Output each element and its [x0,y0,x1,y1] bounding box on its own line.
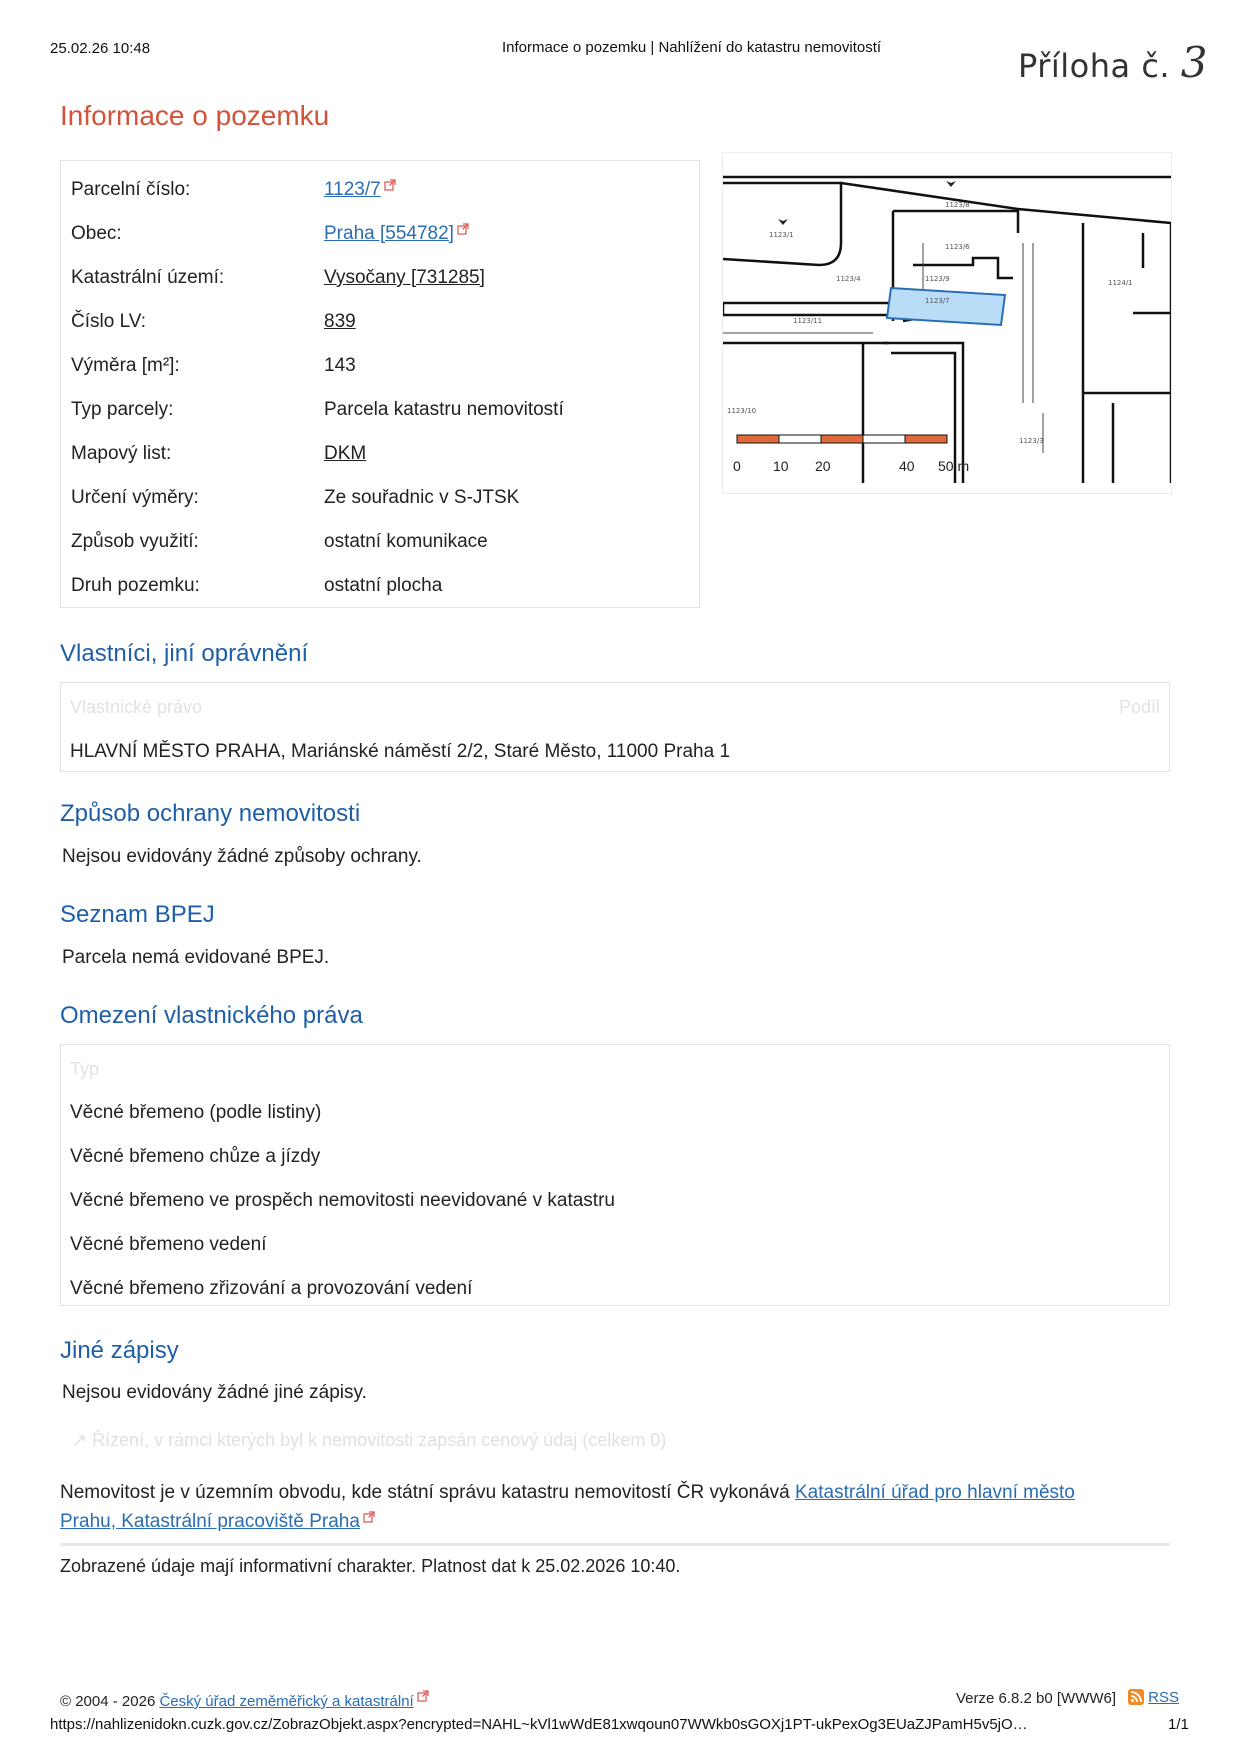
owners-col-header: Vlastnické právo [70,697,203,717]
other-text: Nejsou evidovány žádné jiné zápisy. [62,1382,367,1403]
external-link-icon [384,179,396,191]
info-value: Parcela katastru nemovitostí [324,399,564,420]
external-link-icon [417,1690,429,1702]
scale-label: 50 m [938,458,970,474]
info-value: Ze souřadnic v S-JTSK [324,487,520,508]
info-label: Způsob využití: [71,531,199,552]
office-text: Nemovitost je v územním obvodu, kde státní správu katastru nemovitostí ČR vykonává [60,1482,790,1503]
info-row-cadastral-area [61,255,699,299]
external-link-icon [363,1511,375,1523]
scale-label: 20 [815,458,831,474]
bpej-section-title: Seznam BPEJ [60,901,215,928]
owner-row: HLAVNÍ MĚSTO PRAHA, Mariánské náměstí 2/2, Staré Město, 11000 Praha 1 [70,741,731,762]
map-drawing [723,153,1171,493]
info-label: Číslo LV: [71,311,146,332]
info-label: Výměra [m²]: [71,355,180,376]
map-parcel-label: 1123/10 [727,407,757,415]
info-label: Typ parcely: [71,399,174,420]
print-url: https://nahlizenidokn.cuzk.gov.cz/ZobrazObjekt.aspx?encrypted=NAHL~kVl1wWdE81xwqoun07WWkb0sGOXj1PT-ukPexOg3EUaZJPamH5v5jO… [50,1716,1028,1733]
info-label: Druh pozemku: [71,575,200,596]
map-parcel-label: 1123/6 [945,243,970,251]
stamp-number: 3 [1180,38,1208,87]
cadastral-map[interactable] [722,152,1172,494]
footer-version: Verze 6.8.2 b0 [WWW6] [956,1690,1117,1707]
key-icon: ↗ [72,1430,88,1450]
info-value: 143 [324,355,356,376]
owners-section-title: Vlastníci, jiní oprávnění [60,640,309,667]
protection-text: Nejsou evidovány žádné způsoby ochrany. [62,846,422,867]
owners-share-header: Podíl [1118,697,1160,717]
map-parcel-label: 1123/11 [793,317,823,325]
info-row-land-type [61,563,699,607]
map-parcel-label: 1123/1 [769,231,794,239]
protection-section-title: Způsob ochrany nemovitosti [60,800,361,827]
agency-link[interactable]: Český úřad zeměměřický a katastrální [159,1693,414,1710]
print-datetime: 25.02.26 10:48 [50,40,151,57]
map-scale-bar [733,435,969,474]
attachment-stamp [1018,38,1208,87]
scale-label: 0 [733,458,741,474]
restriction-row: Věcné břemeno ve prospěch nemovitosti neevidované v katastru [70,1190,615,1211]
scale-label: 40 [899,458,915,474]
validity-note: Zobrazené údaje mají informativní charakter. Platnost dat k 25.02.2026 10:40. [60,1556,681,1576]
info-row-parcel-number [61,167,699,211]
page-title: Informace o pozemku [60,100,330,131]
info-row-area [61,343,699,387]
info-label: Určení výměry: [71,487,199,508]
info-row-parcel-type [61,387,699,431]
info-label: Katastrální území: [71,267,225,288]
restriction-row: Věcné břemeno (podle listiny) [70,1102,322,1123]
rss-link[interactable]: RSS [1128,1689,1179,1706]
bpej-text: Parcela nemá evidované BPEJ. [62,947,330,968]
municipality-link[interactable]: Praha [554782] [324,223,469,245]
print-page-title: Informace o pozemku | Nahlížení do katastru nemovitostí [502,39,882,56]
restrictions-section-title: Omezení vlastnického práva [60,1002,363,1029]
other-section-title: Jiné zápisy [60,1337,179,1364]
restriction-row: Věcné břemeno chůze a jízdy [70,1146,321,1167]
rss-icon [1128,1689,1144,1705]
map-parcel-label: 1124/1 [1108,279,1133,287]
highlighted-parcel[interactable] [887,288,1005,325]
map-parcel-label: 1123/7 [925,297,950,305]
office-link[interactable]: Katastrální úřad pro hlavní město Prahu, Katastrální pracoviště Praha [60,1482,1075,1532]
info-label: Obec: [71,223,122,244]
info-value: ostatní komunikace [324,531,488,552]
info-label: Mapový list: [71,443,172,464]
parcel-number-link[interactable]: 1123/7 [324,179,396,201]
footer-copyright: © 2004 - 2026 Český úřad zeměměřický a katastrální [60,1690,429,1710]
restrictions-col-header: Typ [70,1059,100,1079]
info-row-usage [61,519,699,563]
map-parcel-label: 1123/4 [836,275,861,283]
parcel-info-table [60,160,700,608]
map-parcel-label: 1123/8 [945,201,970,209]
info-label: Parcelní číslo: [71,179,191,200]
scale-label: 10 [773,458,789,474]
print-page-number: 1/1 [1168,1716,1189,1733]
map-sheet-link[interactable]: DKM [324,443,367,464]
stamp-text: Příloha č. [1018,47,1171,85]
map-parcel-label: 1123/3 [1019,437,1044,445]
info-row-map-sheet [61,431,699,475]
map-parcel-label: 1123/9 [925,275,950,283]
lv-number-link[interactable]: 839 [324,311,356,332]
office-paragraph [60,1478,1170,1536]
proceedings-link[interactable]: ↗ Řízení, v rámci kterých byl k nemovitosti zapsán cenový údaj (celkem 0) [72,1430,667,1450]
external-link-icon [457,223,469,235]
divider [60,1543,1170,1546]
cadastral-area-link[interactable]: Vysočany [731285] [324,267,485,288]
info-row-municipality [61,211,699,255]
restriction-row: Věcné břemeno vedení [70,1234,267,1255]
info-row-area-determination [61,475,699,519]
restriction-row: Věcné břemeno zřizování a provozování vedení [70,1278,473,1299]
info-value: ostatní plocha [324,575,443,596]
restrictions-table [60,1044,1170,1306]
info-row-lv-number [61,299,699,343]
owners-table [60,682,1170,772]
